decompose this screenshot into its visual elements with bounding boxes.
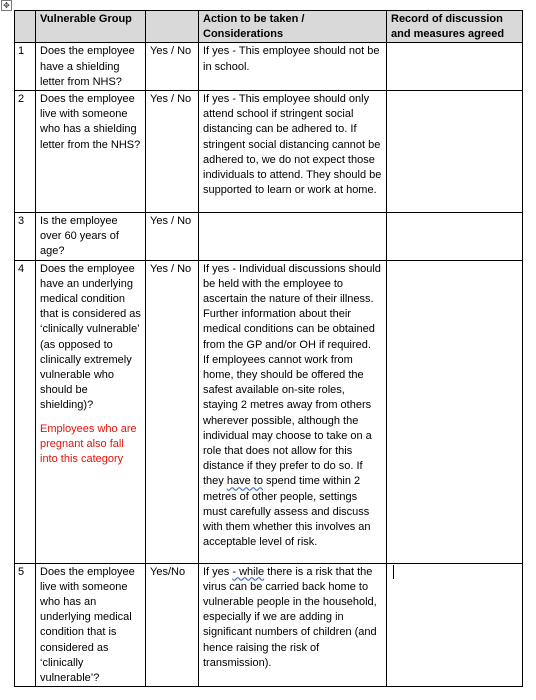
question-text: Does the employee have an underlying medical condition that is considered as ‘clinically vulnerable’ (as opposed to clinically extremely vulnerable who should be shielding)?	[40, 262, 141, 412]
row-number: 2	[15, 91, 36, 213]
header-vulnerable-group: Vulnerable Group	[36, 11, 146, 43]
action-cell	[199, 213, 387, 261]
question-cell: Is the employee over 60 years of age?	[36, 213, 146, 261]
table-row	[15, 563, 523, 687]
question-cell: Does the employee live with someone who has a shielding letter from the NHS?	[36, 91, 146, 213]
action-cell	[199, 260, 387, 563]
answer-cell: Yes / No	[146, 91, 199, 213]
record-cell[interactable]	[387, 213, 523, 261]
answer-cell: Yes/No	[146, 563, 199, 687]
table-row	[15, 260, 523, 563]
action-text: If employees cannot work from home, they should be offered the safest available on-site roles, staying 2 metres away from others wherever possible, although the individual may choose to take on a role that does not allow for this distance if they prefer to do so. If they	[203, 353, 372, 488]
row-number: 5	[15, 563, 36, 687]
answer-cell: Yes / No	[146, 43, 199, 91]
table-move-handle[interactable]: ✥	[1, 0, 12, 11]
caret	[393, 565, 394, 579]
question-cell	[36, 260, 146, 563]
header-row	[15, 11, 523, 43]
record-cell[interactable]	[387, 91, 523, 213]
pregnancy-note: Employees who are pregnant also fall into this category	[40, 422, 137, 466]
row-number: 4	[15, 260, 36, 563]
header-action: Action to be taken / Considerations	[199, 11, 387, 43]
action-text: If yes	[203, 565, 233, 578]
question-cell: Does the employee live with someone who has an underlying medical condition that is considered as ‘clinically vulnerable’?	[36, 563, 146, 687]
row-number: 3	[15, 213, 36, 261]
table-row	[15, 91, 523, 213]
header-num	[15, 11, 36, 43]
question-cell: Does the employee have a shielding letter from NHS?	[36, 43, 146, 91]
answer-cell: Yes / No	[146, 260, 199, 563]
grammar-flag[interactable]: have to	[226, 475, 263, 488]
action-cell: If yes - This employee should not be in school.	[199, 43, 387, 91]
header-record: Record of discussion and measures agreed	[387, 11, 523, 43]
table-row	[15, 43, 523, 91]
record-cell[interactable]	[387, 260, 523, 563]
grammar-flag[interactable]: - while	[232, 565, 265, 578]
action-paragraph-1: If yes - Individual discussions should be held with the employee to ascertain the nature of their illness. Further information about their medical conditions can be obtained from the GP and/or OH if required.	[203, 262, 381, 351]
answer-cell: Yes / No	[146, 213, 199, 261]
paragraph-gap	[40, 414, 141, 422]
action-cell	[199, 563, 387, 687]
vulnerable-group-table	[14, 10, 523, 687]
action-text: spend time within 2 metres of other people, settings must carefully assess and discuss with them whether this involves an acceptable level of risk.	[203, 475, 371, 549]
action-paragraph-2	[203, 353, 382, 551]
action-cell: If yes - This employee should only attend school if stringent social distancing can be adhered to. If stringent social distancing cannot be adhered to, we do not expect those individuals to attend. They should be supported to learn or work at home.	[199, 91, 387, 213]
action-text: there is a risk that the virus can be carried back home to vulnerable people in the household, especially if we are adding in significant numbers of children (and hence raising the risk of transmission).	[203, 565, 377, 669]
record-cell[interactable]	[387, 563, 523, 687]
record-cell[interactable]	[387, 43, 523, 91]
header-answer	[146, 11, 199, 43]
row-number: 1	[15, 43, 36, 91]
table-row	[15, 213, 523, 261]
